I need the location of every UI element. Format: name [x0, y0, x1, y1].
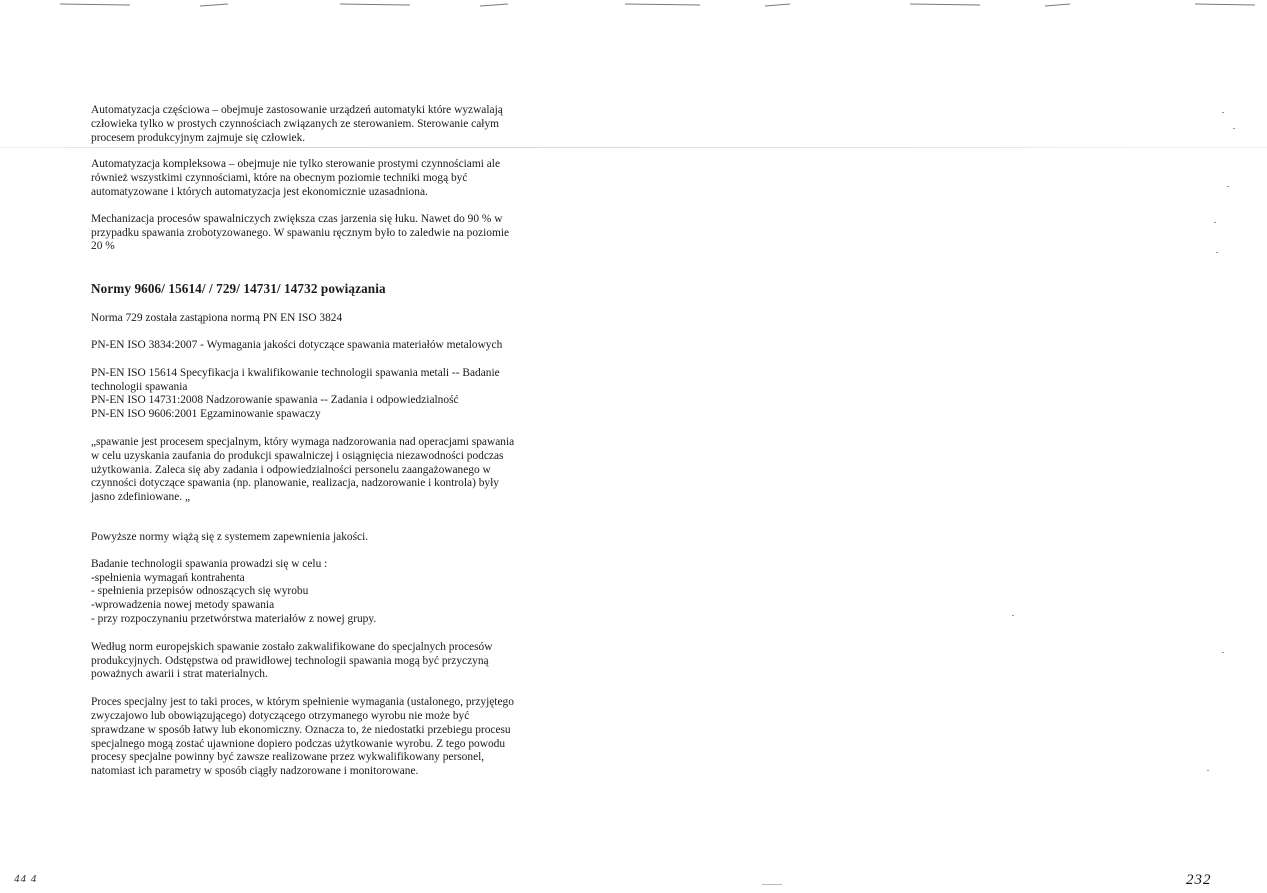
paragraph-cytat: „spawanie jest procesem specjalnym, który wymaga nadzorowania nad operacjami spawania w celu uzyskania zaufania do produkcji spawalniczej i osiągnięcia niezawodności podczas użytkowania. Zaleca się aby zadania i odpowiedzialności personelu zaangażowanego w czynności dotyczące spawania (np. planowanie, realizacja, nadzorowanie i kontrola) były jasno zdefiniowane. „ [91, 435, 515, 504]
scan-speck [1222, 112, 1224, 113]
scan-speck [1222, 652, 1224, 653]
paragraph-proces-specjalny: Proces specjalny jest to taki proces, w którym spełnienie wymagania (ustalonego, przyjętego zwyczajowo lub obowiązującego) dotyczącego otrzymanego wyrobu nie może być sprawdzane w sposób łatwy lub ekonomiczny. Oznacza to, że niedostatki przebiegu procesu specjalnego mogą zostać ujawnione dopiero podczas użytkowanie wyrobu. Z tego powodu procesy specjalne powinny być zawsze realizowane przez wykwalifikowany personel, natomiast ich parametry w sposób ciągły nadzorowane i monitorowane. [91, 696, 514, 778]
page-number-right: 232 [1186, 872, 1212, 888]
paragraph-badanie: Badanie technologii spawania prowadzi się w celu : -spełnienia wymagań kontrahenta - spełnienia przepisów odnoszących się wyrobu -wprowadzenia nowej metody spawania - przy rozpoczynaniu przetwórstwa materiałów z nowej grupy. [91, 557, 377, 625]
paragraph-automatyzacja-czesciowa: Automatyzacja częściowa – obejmuje zastosowanie urządzeń automatyki które wyzwalają człowieka tylko w prostych czynnościach związanych ze sterowaniem. Sterowanie całym procesem produkcyjnym zajmuje się człowiek. [91, 104, 503, 144]
scan-artifact-top [0, 0, 1267, 14]
scan-speck [1227, 186, 1229, 187]
paragraph-automatyzacja-kompleksowa: Automatyzacja kompleksowa – obejmuje nie tylko sterowanie prostymi czynnościami ale również wszystkimi czynnościami, które na obecnym poziomie techniki mogą być automatyzowane i których automatyzacja jest ekonomicznie uzasadniona. [91, 158, 501, 198]
scan-speck [1214, 222, 1216, 223]
scan-speck [762, 884, 782, 885]
page-number-left: 44 4 [14, 873, 38, 885]
paragraph-mechanizacja: Mechanizacja procesów spawalniczych zwiększa czas jarzenia się łuku. Nawet do 90 % w przypadku spawania zrobotyzowanego. W spawaniu ręcznym było to zaledwie na poziomie 20 % [91, 212, 510, 253]
paragraph-norma-729: Norma 729 została zastąpiona normą PN EN ISO 3824 [91, 312, 343, 325]
paragraph-normy-europejskie: Według norm europejskich spawanie zostało zakwalifikowane do specjalnych procesów produkcyjnych. Odstępstwa od prawidłowej technologii spawania mogą być przyczyną poważnych awarii i strat materialnych. [91, 640, 493, 681]
scan-speck [1012, 615, 1014, 616]
scan-speck [1216, 252, 1218, 253]
paragraph-iso-3834: PN-EN ISO 3834:2007 - Wymagania jakości dotyczące spawania materiałów metalowych [91, 338, 503, 351]
scan-speck [1207, 770, 1209, 771]
section-heading: Normy 9606/ 15614/ / 729/ 14731/ 14732 powiązania [91, 281, 386, 297]
paragraph-normy-lista: PN-EN ISO 15614 Specyfikacja i kwalifikowanie technologii spawania metali -- Badanie technologii spawania PN-EN ISO 14731:2008 Nadzorowanie spawania -- Zadania i odpowiedzialność PN-EN ISO 9606:2001 Egzaminowanie spawaczy [91, 366, 500, 421]
document-body [91, 104, 561, 779]
paragraph-system-jakosci: Powyższe normy wiążą się z systemem zapewnienia jakości. [91, 530, 369, 543]
scan-speck [1233, 128, 1235, 129]
